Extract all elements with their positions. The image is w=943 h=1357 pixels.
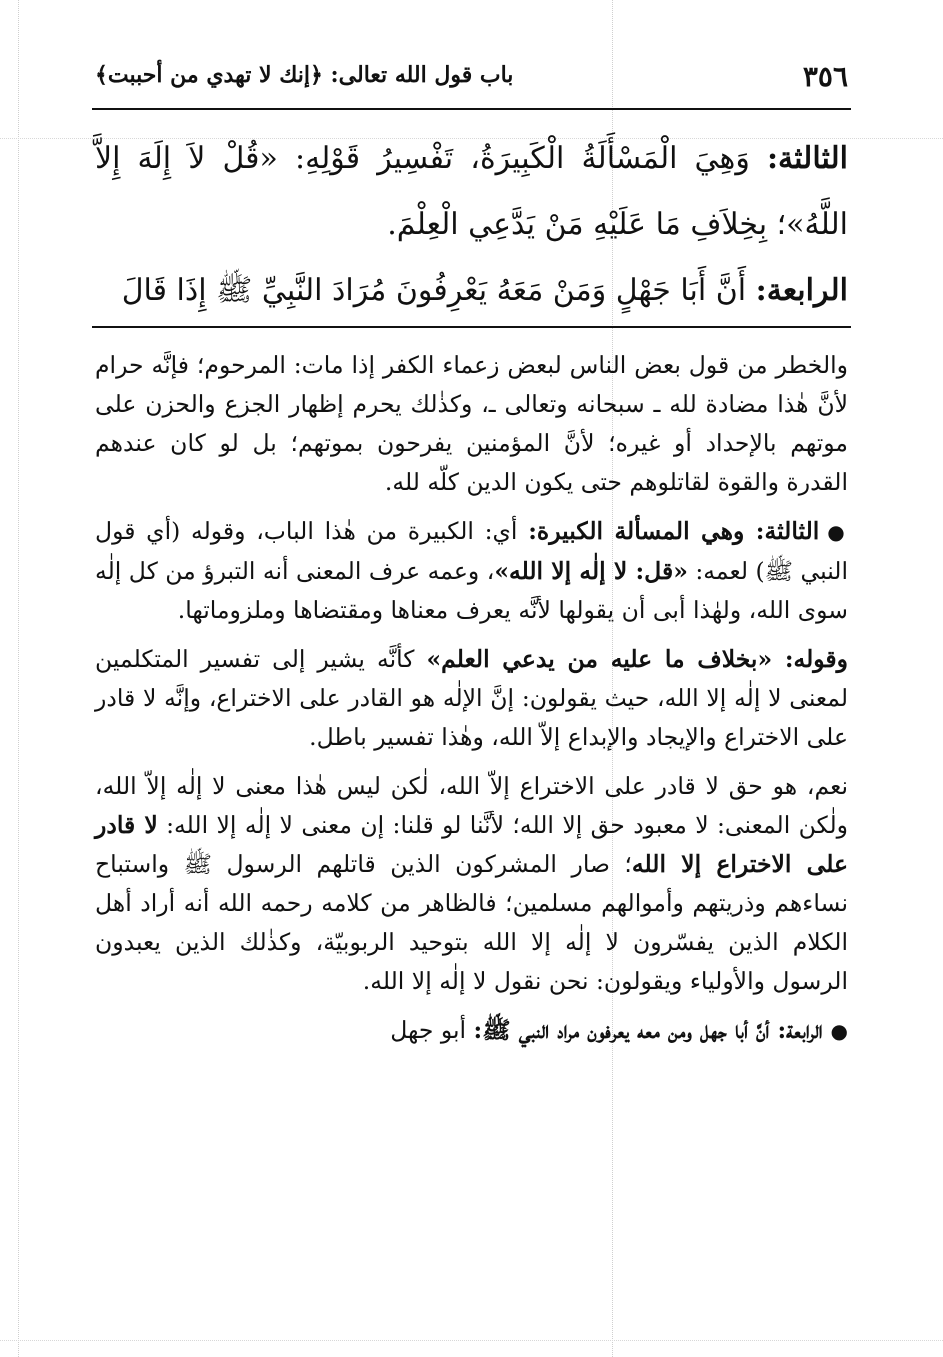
section-label: وقوله: «بخلاف ما عليه من يدعي العلم» — [426, 645, 848, 673]
matn-fourth-text: أَنَّ أَبَا جَهْلٍ وَمَنْ مَعَهُ يَعْرِفُونَ مُرَادَ النَّبِيِّ ﷺ إِذَا قَالَ — [121, 273, 747, 308]
section-label: الثالثة: وهي المسألة الكبيرة: — [528, 517, 820, 545]
scan-dot-line — [18, 0, 19, 1357]
footnote-rule — [92, 326, 851, 328]
header-rule — [92, 108, 851, 110]
commentary-text: ؛ صار المشركون الذين قاتلهم الرسول ﷺ واستباح نساءهم وذريتهم وأموالهم مسلمين؛ فالظاهر من كلامه رحمه الله أنه أراد أهل الكلام الذين يفسّرون لا إلٰه إلا الله بتوحيد الربوبيّة، وكذٰلك الذين يعبدون الرسول والأولياء ويقولون: نحن نقول لا إلٰه إلا الله. — [95, 850, 848, 995]
commentary — [95, 346, 848, 1061]
running-title: باب قول الله تعالى: ﴿إنك لا تهدي من أحببت﴾ — [95, 62, 514, 88]
matn-fourth — [95, 258, 848, 324]
commentary-paragraph — [95, 512, 848, 630]
quoted-phrase: «قل: لا إلٰه إلا الله» — [494, 557, 688, 585]
bullet-icon: ● — [827, 520, 848, 544]
commentary-text: أي: الكبيرة من هٰذا الباب، وقوله (أي قول النبي ﷺ) لعمه: — [95, 517, 848, 585]
scan-dot-line — [0, 1340, 943, 1341]
section-label: الرابعة: أنَّ أبا جهل ومن معه يعرفون مراد النبي ﷺ: — [473, 1016, 823, 1044]
commentary-paragraph — [95, 640, 848, 757]
matn-third-label: الثالثة: — [766, 141, 848, 176]
bullet-icon: ● — [830, 1019, 848, 1043]
commentary-paragraph — [95, 767, 848, 1001]
page-header — [95, 56, 848, 102]
matn-third — [95, 126, 848, 258]
commentary-text: والخطر من قول بعض الناس لبعض زعماء الكفر إذا مات: المرحوم؛ فإنَّه حرام لأنَّ هٰذا مضادة لله ـ سبحانه وتعالى ـ، وكذٰلك يحرم إظهار الجزع والحزن على موتهم بالإحداد أو غيره؛ لأنَّ المؤمنين يفرحون بموتهم؛ بل لو كان عندهم القدرة والقوة لقاتلوهم حتى يكون الدين كلّه لله. — [95, 351, 848, 496]
main-text — [95, 126, 848, 324]
commentary-paragraph — [95, 346, 848, 502]
commentary-text: نعم، هو حق لا قادر على الاختراع إلاّ الله، لٰكن ليس هٰذا معنى لا إلٰه إلاّ الله، ولٰكن المعنى: لا معبود حق إلا الله؛ لأنَّنا لو قلنا: إن معنى لا إلٰه إلا الله: — [95, 772, 848, 839]
commentary-paragraph — [95, 1011, 848, 1051]
matn-third-text: وَهِيَ الْمَسْأَلَةُ الْكَبِيرَةُ، تَفْسِيرُ قَوْلِهِ: «قُلْ لاَ إِلَهَ إِلاَّ اللَّهُ»؛ بِخِلاَفِ مَا عَلَيْهِ مَنْ يَدَّعِي الْعِلْمَ. — [95, 141, 848, 242]
commentary-text: كأنَّه يشير إلى تفسير المتكلمين لمعنى لا إلٰه إلا الله، حيث يقولون: إنَّ الإلٰه هو القادر على الاختراع، وإنَّه لا قادر على الاختراع والإيجاد والإبداع إلاّ الله، وهٰذا تفسير باطل. — [95, 645, 848, 751]
bold-phrase: لا قادر على الاختراع إلا الله — [95, 811, 848, 878]
commentary-text: أبو جهل — [390, 1016, 467, 1044]
page-number: ٣٥٦ — [802, 60, 848, 93]
commentary-text: ، وعمه عرف المعنى أنه التبرؤ من كل إلٰه سوى الله، ولهٰذا أبى أن يقولها لأنَّه يعرف معناها ومقتضاها وملزوماتها. — [95, 557, 848, 624]
matn-fourth-label: الرابعة: — [755, 273, 848, 308]
